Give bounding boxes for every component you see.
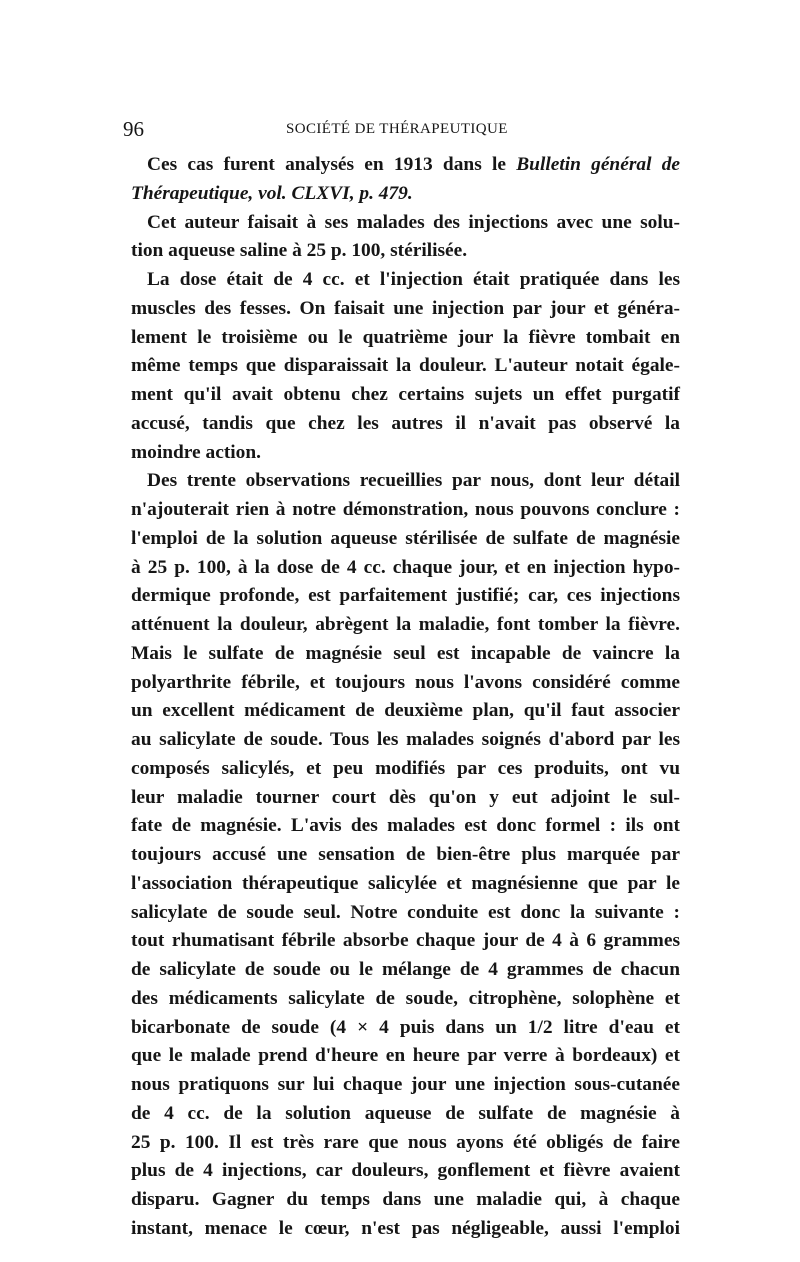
text-line: tout rhumatisant fébrile absorbe chaque jour de 4 à 6 grammes	[131, 930, 680, 952]
text-line-segment: Thérapeutique, vol. CLXVI, p. 479.	[131, 182, 413, 204]
text-line: dermique profonde, est parfaitement justifié; car, ces injections	[131, 585, 680, 607]
text-line	[131, 151, 680, 180]
text-line: toujours accusé une sensation de bien-être plus marquée par	[131, 844, 680, 865]
text-line: un excellent médicament de deuxième plan, qu'il faut associer	[131, 700, 680, 722]
text-line: salicylate de soude seul. Notre conduite est donc la suivante :	[131, 901, 680, 923]
text-line: de salicylate de soude ou le mélange de 4 grammes de chacun	[131, 959, 680, 980]
running-title: SOCIÉTÉ DE THÉRAPEUTIQUE	[286, 121, 508, 137]
text-line: au salicylate de soude. Tous les malades soignés d'abord par les	[131, 729, 680, 750]
text-line: que le malade prend d'heure en heure par verre à bordeaux) et	[131, 1045, 680, 1067]
text-line: fate de magnésie. L'avis des malades est donc formel : ils ont	[131, 815, 680, 837]
page-number: 96	[123, 117, 144, 141]
text-line: composés salicylés, et peu modifiés par ces produits, ont vu	[131, 757, 680, 779]
running-head	[123, 116, 680, 142]
text-line: l'emploi de la solution aqueuse stérilisée de sulfate de magnésie	[131, 527, 680, 549]
text-line: même temps que disparaissait la douleur. L'auteur notait égale-	[131, 355, 680, 377]
text-line: disparu. Gagner du temps dans une maladie qui, à chaque	[131, 1189, 680, 1210]
text-line: tion aqueuse saline à 25 p. 100, stérilisée.	[131, 240, 468, 262]
text-line: bicarbonate de soude (4 × 4 puis dans un 1/2 litre d'eau et	[131, 1016, 680, 1038]
text-line-segment: Ces cas furent analysés en 1913 dans le	[147, 154, 506, 175]
text-line: des médicaments salicylate de soude, citrophène, solophène et	[131, 987, 680, 1009]
text-line: moindre action.	[131, 441, 261, 463]
text-line: accusé, tandis que chez les autres il n'avait pas observé la	[131, 412, 680, 434]
text-line: nous pratiquons sur lui chaque jour une injection sous-cutanée	[131, 1074, 680, 1095]
text-line: l'association thérapeutique salicylée et magnésienne que par le	[131, 872, 680, 894]
text-line: ment qu'il avait obtenu chez certains sujets un effet purgatif	[131, 384, 680, 405]
text-line: à 25 p. 100, à la dose de 4 cc. chaque jour, et en injection hypo-	[131, 556, 680, 578]
text-line: n'ajouterait rien à notre démonstration, nous pouvons conclure :	[131, 499, 680, 520]
text-line: atténuent la douleur, abrègent la maladie, font tomber la fièvre.	[131, 614, 680, 635]
text-line: polyarthrite fébrile, et toujours nous l'avons considéré comme	[131, 671, 680, 693]
text-line: Des trente observations recueillies par nous, dont leur détail	[147, 470, 680, 492]
text-line: leur maladie tourner court dès qu'on y eut adjoint le sul-	[131, 786, 680, 808]
body-text	[131, 151, 680, 1244]
text-line: muscles des fesses. On faisait une injection par jour et généra-	[131, 297, 680, 319]
text-line: lement le troisième ou le quatrième jour la fièvre tombait en	[131, 326, 680, 348]
text-line: 25 p. 100. Il est très rare que nous ayons été obligés de faire	[131, 1131, 680, 1153]
italic-reference: Bulletin général de	[516, 154, 680, 175]
text-line: plus de 4 injections, car douleurs, gonflement et fièvre avaient	[131, 1160, 680, 1182]
text-line: La dose était de 4 cc. et l'injection était pratiquée dans les	[147, 269, 680, 290]
text-line: Cet auteur faisait à ses malades des injections avec une solu-	[147, 211, 680, 233]
text-line: de 4 cc. de la solution aqueuse de sulfate de magnésie à	[131, 1102, 680, 1124]
text-line	[131, 180, 680, 209]
text-line: Mais le sulfate de magnésie seul est incapable de vaincre la	[131, 642, 680, 664]
text-line: instant, menace le cœur, n'est pas négligeable, aussi l'emploi	[131, 1217, 680, 1239]
